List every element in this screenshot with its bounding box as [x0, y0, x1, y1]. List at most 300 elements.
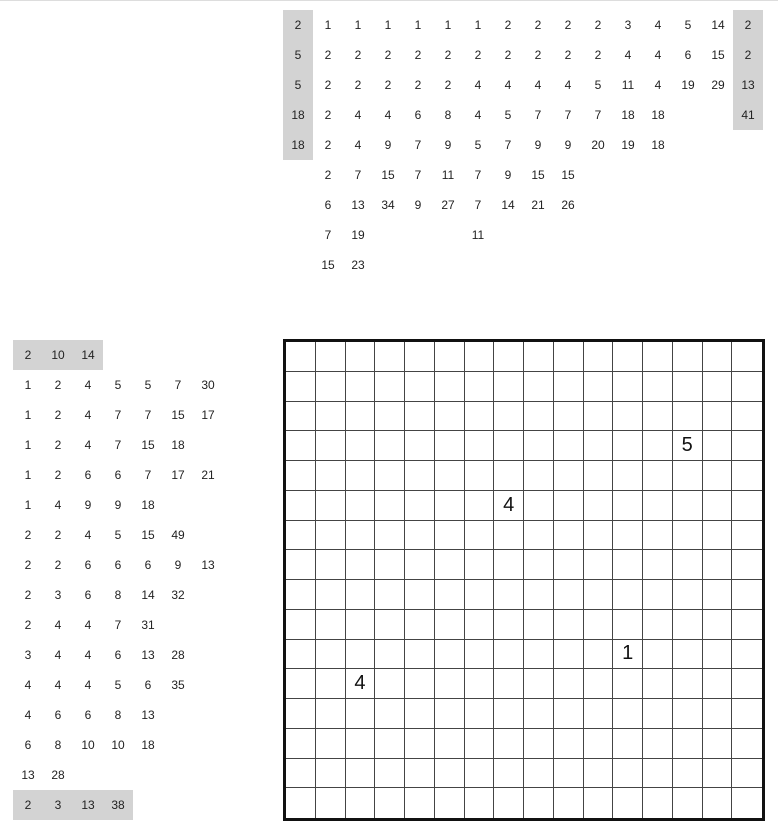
grid-cell[interactable] [703, 461, 733, 491]
grid-cell[interactable] [375, 342, 405, 372]
grid-cell[interactable] [703, 372, 733, 402]
grid-cell[interactable] [494, 521, 524, 551]
grid-cell[interactable] [435, 640, 465, 670]
grid-cell[interactable] [286, 669, 316, 699]
grid-cell[interactable] [346, 491, 376, 521]
grid-cell[interactable] [435, 610, 465, 640]
grid-cell[interactable] [524, 402, 554, 432]
grid-cell[interactable] [584, 491, 614, 521]
grid-cell[interactable] [613, 669, 643, 699]
grid-cell[interactable] [584, 550, 614, 580]
column-clue: 2 [414, 78, 422, 92]
row-clue: 2 [24, 558, 32, 572]
grid-cell[interactable] [524, 521, 554, 551]
grid-cell[interactable] [316, 521, 346, 551]
grid-cell[interactable] [286, 640, 316, 670]
grid-cell[interactable] [643, 759, 673, 789]
grid-cell[interactable] [732, 699, 762, 729]
grid-cell[interactable] [643, 788, 673, 818]
grid-cell[interactable] [643, 580, 673, 610]
grid-cell[interactable] [494, 372, 524, 402]
grid-cell[interactable] [405, 759, 435, 789]
row-clue: 2 [54, 408, 62, 422]
grid-cell[interactable] [703, 788, 733, 818]
grid-cell[interactable] [643, 640, 673, 670]
column-clue: 23 [351, 258, 365, 272]
grid-cell[interactable] [703, 342, 733, 372]
grid-cell[interactable] [435, 491, 465, 521]
grid-cell[interactable] [673, 461, 703, 491]
grid-cell[interactable] [613, 431, 643, 461]
grid-cell[interactable] [613, 461, 643, 491]
grid-cell[interactable] [524, 640, 554, 670]
grid-cell[interactable] [435, 431, 465, 461]
grid-cell[interactable] [316, 461, 346, 491]
grid-cell[interactable] [673, 402, 703, 432]
grid-cell[interactable] [584, 669, 614, 699]
grid-cell[interactable] [316, 759, 346, 789]
column-clue: 2 [504, 18, 512, 32]
grid-cell[interactable] [346, 759, 376, 789]
grid-cell[interactable] [346, 640, 376, 670]
grid-cell[interactable] [584, 372, 614, 402]
row-clue: 10 [111, 738, 125, 752]
grid-cell[interactable] [465, 461, 495, 491]
grid-cell[interactable] [346, 402, 376, 432]
grid-cell[interactable] [554, 550, 584, 580]
grid-cell-given[interactable]: 5 [673, 431, 703, 461]
row-clue-top-edge: 14 [73, 340, 103, 370]
grid-cell[interactable] [346, 372, 376, 402]
grid-cell[interactable] [584, 431, 614, 461]
row-clue: 18 [141, 498, 155, 512]
grid-cell[interactable] [554, 431, 584, 461]
grid-cell[interactable] [494, 461, 524, 491]
row-clue: 6 [144, 678, 152, 692]
grid-cell[interactable] [673, 669, 703, 699]
grid-cell[interactable] [673, 550, 703, 580]
grid-cell[interactable] [465, 610, 495, 640]
grid-cell[interactable] [732, 342, 762, 372]
grid-cell[interactable] [613, 342, 643, 372]
grid-cell[interactable] [316, 640, 346, 670]
grid-cell[interactable] [703, 521, 733, 551]
grid-cell[interactable] [554, 759, 584, 789]
grid-cell[interactable] [405, 640, 435, 670]
grid-cell[interactable] [554, 402, 584, 432]
grid-cell[interactable] [703, 669, 733, 699]
grid-cell[interactable] [494, 431, 524, 461]
grid-cell[interactable] [286, 521, 316, 551]
grid-cell[interactable] [316, 788, 346, 818]
column-clue: 4 [654, 18, 662, 32]
grid-cell[interactable] [316, 372, 346, 402]
grid-cell[interactable] [732, 580, 762, 610]
grid-cell[interactable] [643, 402, 673, 432]
row-clue: 9 [84, 498, 92, 512]
grid-cell[interactable] [346, 550, 376, 580]
grid-cell[interactable] [494, 759, 524, 789]
grid-cell[interactable] [673, 491, 703, 521]
grid-cell[interactable] [673, 699, 703, 729]
grid-cell[interactable] [286, 729, 316, 759]
grid-cell[interactable] [346, 461, 376, 491]
grid-cell[interactable] [375, 610, 405, 640]
grid-cell[interactable] [643, 372, 673, 402]
grid-cell[interactable] [286, 788, 316, 818]
grid-cell[interactable] [554, 491, 584, 521]
grid-cell[interactable] [554, 640, 584, 670]
grid-cell[interactable] [494, 640, 524, 670]
grid-cell[interactable] [316, 580, 346, 610]
column-clue: 9 [384, 138, 392, 152]
grid-cell[interactable] [673, 521, 703, 551]
grid-cell[interactable] [524, 580, 554, 610]
grid-cell[interactable] [405, 610, 435, 640]
grid-cell[interactable] [732, 431, 762, 461]
grid-cell[interactable] [732, 491, 762, 521]
grid-cell[interactable] [405, 550, 435, 580]
grid-cell[interactable] [435, 729, 465, 759]
grid-cell[interactable] [524, 461, 554, 491]
grid-cell[interactable] [732, 402, 762, 432]
grid-cell[interactable] [465, 729, 495, 759]
grid-cell[interactable] [524, 491, 554, 521]
grid-cell[interactable] [703, 550, 733, 580]
grid-cell[interactable] [375, 372, 405, 402]
column-clue: 18 [651, 138, 665, 152]
grid-cell[interactable] [524, 669, 554, 699]
grid-cell[interactable] [554, 580, 584, 610]
column-clue: 7 [414, 138, 422, 152]
grid-cell[interactable] [286, 431, 316, 461]
grid-cell[interactable] [732, 729, 762, 759]
puzzle-grid[interactable] [283, 339, 765, 821]
grid-cell[interactable] [465, 669, 495, 699]
grid-cell[interactable] [286, 491, 316, 521]
grid-cell[interactable] [524, 759, 554, 789]
grid-cell[interactable] [465, 699, 495, 729]
grid-cell[interactable] [494, 342, 524, 372]
grid-cell[interactable] [286, 402, 316, 432]
grid-cell[interactable] [643, 342, 673, 372]
grid-cell[interactable] [643, 699, 673, 729]
grid-cell[interactable] [465, 521, 495, 551]
grid-cell[interactable] [673, 610, 703, 640]
grid-cell[interactable] [435, 669, 465, 699]
grid-cell[interactable] [494, 402, 524, 432]
column-clue-left-edge: 5 [283, 70, 313, 100]
grid-cell[interactable] [286, 759, 316, 789]
row-clue: 18 [171, 438, 185, 452]
grid-cell[interactable] [673, 372, 703, 402]
grid-cell[interactable] [584, 610, 614, 640]
grid-cell[interactable] [732, 461, 762, 491]
grid-cell[interactable] [732, 788, 762, 818]
column-clue: 2 [534, 48, 542, 62]
grid-cell[interactable] [494, 610, 524, 640]
grid-cell[interactable] [435, 461, 465, 491]
grid-cell[interactable] [524, 342, 554, 372]
grid-cell[interactable] [703, 699, 733, 729]
grid-cell[interactable] [703, 402, 733, 432]
grid-cell[interactable] [643, 491, 673, 521]
grid-cell[interactable] [524, 699, 554, 729]
grid-cell[interactable] [703, 729, 733, 759]
column-clue: 34 [381, 198, 395, 212]
grid-cell[interactable] [584, 788, 614, 818]
row-clue: 13 [201, 558, 215, 572]
grid-cell[interactable] [346, 729, 376, 759]
grid-cell[interactable] [435, 699, 465, 729]
grid-cell[interactable] [494, 699, 524, 729]
grid-cell[interactable] [435, 759, 465, 789]
grid-cell[interactable] [613, 491, 643, 521]
grid-cell[interactable] [494, 788, 524, 818]
grid-cell[interactable] [375, 669, 405, 699]
grid-cell[interactable] [375, 729, 405, 759]
grid-cell[interactable] [584, 640, 614, 670]
grid-cell[interactable] [405, 521, 435, 551]
grid-cell[interactable] [405, 491, 435, 521]
grid-cell[interactable] [405, 461, 435, 491]
column-clue: 2 [474, 48, 482, 62]
grid-cell[interactable] [435, 521, 465, 551]
row-clue: 6 [114, 558, 122, 572]
column-clue: 2 [384, 48, 392, 62]
grid-cell[interactable] [316, 550, 346, 580]
grid-cell[interactable] [435, 402, 465, 432]
grid-cell[interactable] [584, 729, 614, 759]
grid-cell[interactable] [673, 640, 703, 670]
grid-cell[interactable] [613, 521, 643, 551]
grid-cell[interactable] [465, 550, 495, 580]
grid-cell[interactable] [316, 669, 346, 699]
grid-cell[interactable] [316, 699, 346, 729]
grid-cell[interactable] [346, 610, 376, 640]
grid-cell[interactable] [375, 699, 405, 729]
grid-cell[interactable] [405, 431, 435, 461]
grid-cell[interactable] [643, 431, 673, 461]
column-clue: 4 [354, 138, 362, 152]
grid-cell[interactable] [405, 699, 435, 729]
grid-cell[interactable] [524, 788, 554, 818]
grid-cell[interactable] [405, 402, 435, 432]
grid-cell[interactable] [286, 610, 316, 640]
grid-cell[interactable] [494, 669, 524, 699]
grid-cell[interactable] [613, 580, 643, 610]
grid-cell[interactable] [554, 461, 584, 491]
grid-cell[interactable] [524, 729, 554, 759]
column-clue: 1 [414, 18, 422, 32]
grid-cell[interactable] [375, 491, 405, 521]
row-clue: 8 [54, 738, 62, 752]
column-clue: 14 [711, 18, 725, 32]
grid-cell[interactable] [732, 372, 762, 402]
grid-cell[interactable] [554, 521, 584, 551]
grid-cell[interactable] [613, 372, 643, 402]
grid-cell[interactable] [643, 461, 673, 491]
column-clue: 2 [444, 48, 452, 62]
grid-cell[interactable] [435, 788, 465, 818]
grid-cell[interactable] [703, 431, 733, 461]
grid-cell[interactable] [673, 788, 703, 818]
grid-cell[interactable] [465, 402, 495, 432]
grid-cell[interactable] [584, 699, 614, 729]
grid-cell[interactable] [703, 759, 733, 789]
row-clue-top-edge: 10 [43, 340, 73, 370]
grid-cell[interactable] [465, 342, 495, 372]
grid-cell[interactable] [405, 729, 435, 759]
grid-cell[interactable] [613, 729, 643, 759]
grid-cell-given[interactable]: 4 [494, 491, 524, 521]
grid-cell[interactable] [703, 640, 733, 670]
grid-cell[interactable] [465, 788, 495, 818]
grid-cell[interactable] [465, 580, 495, 610]
grid-cell[interactable] [286, 372, 316, 402]
grid-cell[interactable] [732, 521, 762, 551]
grid-cell[interactable] [435, 550, 465, 580]
column-clue: 18 [621, 108, 635, 122]
grid-cell[interactable] [346, 788, 376, 818]
grid-cell[interactable] [316, 491, 346, 521]
grid-cell[interactable] [554, 699, 584, 729]
grid-cell[interactable] [465, 431, 495, 461]
row-clue: 13 [141, 708, 155, 722]
grid-cell[interactable] [405, 372, 435, 402]
grid-cell[interactable] [465, 759, 495, 789]
grid-cell[interactable] [554, 610, 584, 640]
grid-cell[interactable] [584, 461, 614, 491]
row-clue: 2 [54, 558, 62, 572]
grid-cell[interactable] [584, 521, 614, 551]
column-clue: 15 [531, 168, 545, 182]
grid-cell[interactable] [584, 759, 614, 789]
grid-cell[interactable] [286, 461, 316, 491]
grid-cell[interactable] [405, 580, 435, 610]
grid-cell[interactable] [673, 759, 703, 789]
row-clue: 6 [84, 588, 92, 602]
grid-cell[interactable] [613, 610, 643, 640]
grid-cell[interactable] [316, 610, 346, 640]
grid-cell[interactable] [732, 550, 762, 580]
grid-cell[interactable] [613, 759, 643, 789]
grid-cell[interactable] [494, 550, 524, 580]
grid-cell[interactable] [375, 431, 405, 461]
grid-cell[interactable] [346, 342, 376, 372]
grid-cell-given[interactable]: 1 [613, 640, 643, 670]
grid-cell[interactable] [494, 580, 524, 610]
grid-cell[interactable] [524, 431, 554, 461]
grid-cell[interactable] [286, 699, 316, 729]
grid-cell[interactable] [524, 550, 554, 580]
grid-cell[interactable] [703, 610, 733, 640]
column-clue: 5 [504, 108, 512, 122]
grid-cell[interactable] [613, 402, 643, 432]
grid-cell[interactable] [435, 580, 465, 610]
grid-cell[interactable] [643, 729, 673, 759]
grid-cell[interactable] [584, 580, 614, 610]
grid-cell[interactable] [316, 431, 346, 461]
row-clue: 4 [54, 498, 62, 512]
grid-cell[interactable] [286, 550, 316, 580]
grid-cell[interactable] [405, 669, 435, 699]
grid-cell[interactable] [673, 580, 703, 610]
grid-cell[interactable] [554, 372, 584, 402]
grid-cell[interactable] [346, 431, 376, 461]
grid-cell[interactable] [703, 580, 733, 610]
grid-cell[interactable] [286, 580, 316, 610]
grid-cell[interactable] [405, 342, 435, 372]
row-clue: 49 [171, 528, 185, 542]
row-clue: 4 [84, 528, 92, 542]
grid-cell[interactable] [375, 640, 405, 670]
grid-cell[interactable] [643, 521, 673, 551]
grid-cell[interactable] [524, 610, 554, 640]
grid-cell[interactable] [465, 640, 495, 670]
grid-cell[interactable] [494, 729, 524, 759]
row-clue: 2 [24, 588, 32, 602]
grid-cell[interactable] [375, 580, 405, 610]
grid-cell[interactable] [286, 342, 316, 372]
grid-cell[interactable] [554, 729, 584, 759]
grid-cell[interactable] [316, 342, 346, 372]
grid-cell[interactable] [613, 699, 643, 729]
grid-cell[interactable] [435, 342, 465, 372]
grid-cell[interactable] [405, 788, 435, 818]
grid-cell[interactable] [673, 342, 703, 372]
column-clue: 2 [534, 18, 542, 32]
grid-cell[interactable] [703, 491, 733, 521]
grid-cell[interactable] [613, 788, 643, 818]
grid-cell[interactable] [554, 669, 584, 699]
grid-cell-given[interactable]: 4 [346, 669, 376, 699]
grid-cell[interactable] [346, 699, 376, 729]
grid-cell[interactable] [732, 610, 762, 640]
grid-cell[interactable] [375, 402, 405, 432]
grid-cell[interactable] [435, 372, 465, 402]
grid-cell[interactable] [375, 788, 405, 818]
grid-cell[interactable] [375, 759, 405, 789]
grid-cell[interactable] [643, 610, 673, 640]
grid-cell[interactable] [673, 729, 703, 759]
grid-cell[interactable] [643, 669, 673, 699]
grid-cell[interactable] [732, 669, 762, 699]
grid-cell[interactable] [465, 372, 495, 402]
grid-cell[interactable] [524, 372, 554, 402]
grid-cell[interactable] [346, 521, 376, 551]
column-clue: 9 [534, 138, 542, 152]
row-clue: 31 [141, 618, 155, 632]
grid-cell[interactable] [375, 550, 405, 580]
grid-cell[interactable] [465, 491, 495, 521]
grid-cell[interactable] [732, 759, 762, 789]
grid-cell[interactable] [375, 521, 405, 551]
grid-cell[interactable] [613, 550, 643, 580]
grid-cell[interactable] [584, 342, 614, 372]
grid-cell[interactable] [554, 788, 584, 818]
row-clue-bottom-edge: 3 [43, 790, 73, 820]
grid-cell[interactable] [316, 729, 346, 759]
row-clue: 5 [114, 528, 122, 542]
grid-cell[interactable] [643, 550, 673, 580]
grid-cell[interactable] [375, 461, 405, 491]
grid-cell[interactable] [346, 580, 376, 610]
grid-cell[interactable] [732, 640, 762, 670]
grid-cell[interactable] [316, 402, 346, 432]
grid-cell[interactable] [584, 402, 614, 432]
grid-cell[interactable] [554, 342, 584, 372]
